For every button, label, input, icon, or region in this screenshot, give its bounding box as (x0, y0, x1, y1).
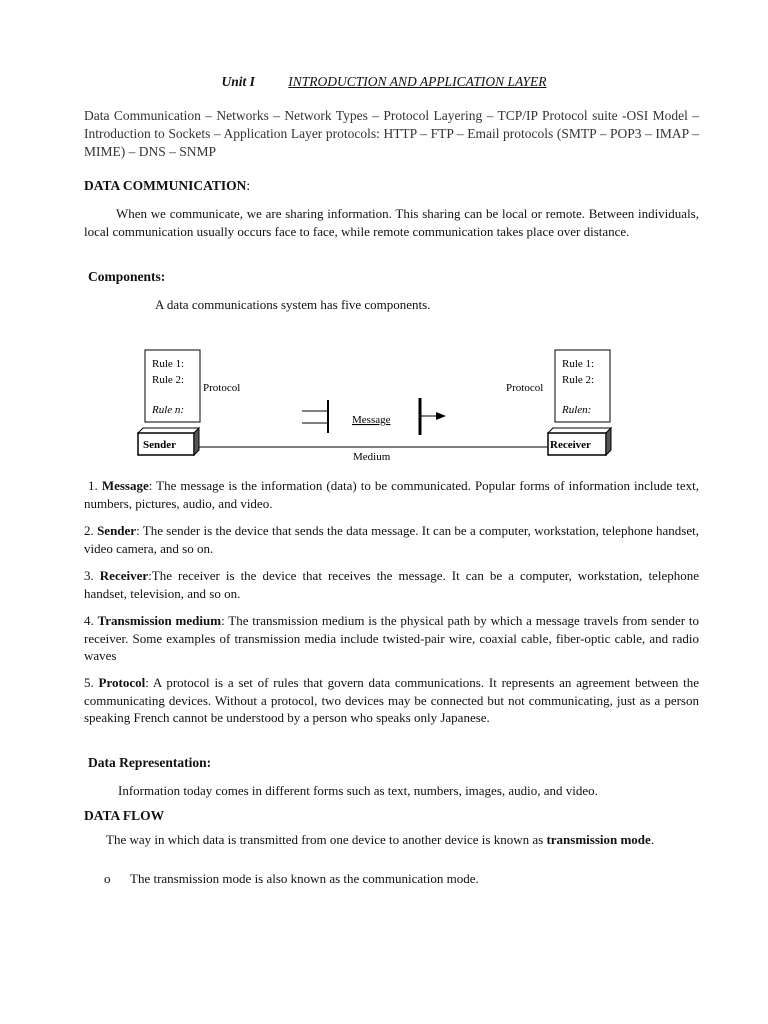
data-representation-heading: Data Representation: (88, 755, 212, 770)
medium-label: Medium (353, 451, 391, 463)
component-item-medium: 4. Transmission medium: The transmission medium is the physical path by which a message travels from sender to receiver. Some examples of transmission media include twisted-pair wire, coaxial cable, fiber-optic cable, and radio waves (84, 613, 700, 663)
unit-header (0, 74, 768, 90)
unit-label: Unit I (221, 74, 255, 89)
data-representation-text: Information today comes in different forms such as text, numbers, images, audio, and video. (118, 783, 598, 798)
data-communication-diagram (130, 345, 620, 467)
syllabus-text: Data Communication – Networks – Network Types – Protocol Layering – TCP/IP Protocol suite -OSI Model – Introduction to Sockets – Application Layer protocols: HTTP – FTP – Email protocols (SMTP – POP3 – IMAP – MIME) – DNS – SNMP (84, 108, 699, 159)
data-communication-heading: DATA COMMUNICATION: (84, 178, 251, 193)
component-item-sender: 2. Sender: The sender is the device that sends the data message. It can be a computer, workstation, telephone handset, video camera, and so on. (84, 523, 700, 556)
receiver-rule-2: Rule 2: (562, 374, 595, 386)
components-heading: Components: (88, 269, 166, 284)
protocol-label-left: Protocol (203, 382, 241, 394)
data-flow-bullet-text: The transmission mode is also known as the communication mode. (130, 871, 479, 886)
component-item-message: 1. Message: The message is the information (data) to be communicated. Popular forms of information include text, numbers, pictures, audio, and video. (84, 478, 700, 511)
sender-rule-n: Rule n: (152, 404, 185, 416)
receiver-rule-n: Rulen: (562, 404, 592, 416)
message-label: Message (352, 414, 391, 426)
data-flow-heading: DATA FLOW (84, 808, 165, 823)
sender-rule-2: Rule 2: (152, 374, 185, 386)
protocol-label-right: Protocol (506, 382, 544, 394)
receiver-rule-1: Rule 1: (562, 358, 595, 370)
unit-title: INTRODUCTION AND APPLICATION LAYER (288, 74, 547, 89)
receiver-label: Receiver (550, 439, 591, 451)
data-communication-intro: When we communicate, we are sharing information. This sharing can be local or remote. Between individuals, local communication usually occurs face to face, while remote communication takes place over distance. (84, 206, 699, 239)
component-item-receiver: 3. Receiver:The receiver is the device that receives the message. It can be a computer, workstation, telephone handset, television, and so on. (84, 568, 699, 601)
sender-label: Sender (143, 439, 176, 451)
data-flow-text: The way in which data is transmitted from one device to another device is known as transmission mode. (106, 832, 655, 847)
bullet-marker: o (104, 871, 111, 886)
message-arrow-head (436, 412, 446, 420)
receiver-device-side (606, 428, 611, 455)
sender-device-side (194, 428, 199, 455)
components-intro: A data communications system has five components. (155, 297, 431, 312)
sender-rule-1: Rule 1: (152, 358, 185, 370)
component-item-protocol: 5. Protocol: A protocol is a set of rules that govern data communications. It represents an agreement between the communicating devices. Without a protocol, two devices may be connected but not communicating, just as a person speaking French cannot be understood by a person who speaks only Japanese. (84, 675, 699, 725)
